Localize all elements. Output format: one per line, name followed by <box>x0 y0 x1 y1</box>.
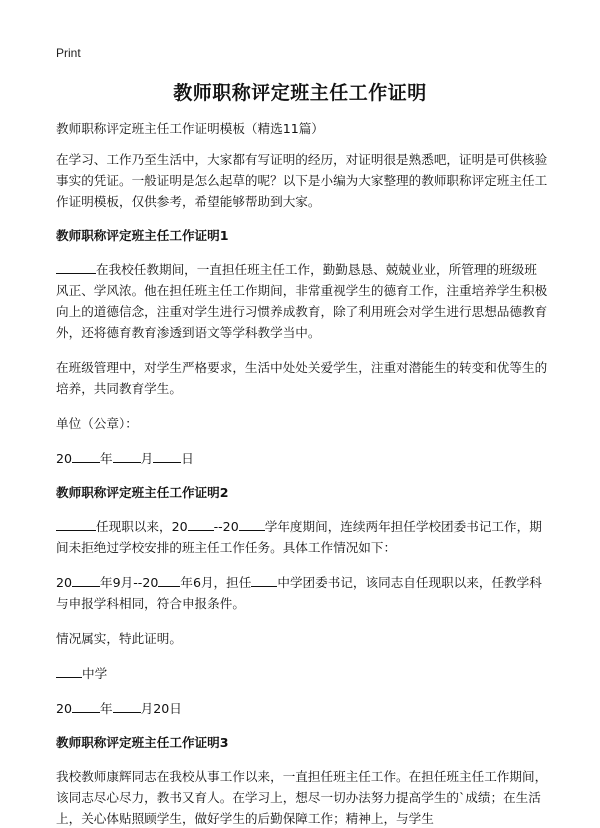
blank-month-line <box>113 698 141 713</box>
blank-name-line <box>56 516 96 531</box>
date-month-day: 月20日 <box>140 701 182 716</box>
section-heading-3: 教师职称评定班主任工作证明3 <box>56 735 229 750</box>
blank-month-line <box>113 448 141 463</box>
section-2-p1-c: 学年度期间，连续两年担任学校团委书记工作，期间未拒绝过学校安排的班主任工作任务。具体工作情况如下： <box>56 519 542 555</box>
section-2-paragraph-2 <box>56 572 548 614</box>
blank-year-line <box>158 572 180 587</box>
blank-year-line <box>72 448 100 463</box>
section-2-p2-a: 20 <box>56 575 73 590</box>
blank-year-line <box>239 516 265 531</box>
section-1-paragraph-1-text: 在我校任教期间，一直担任班主任工作，勤勤恳恳、兢兢业业，所管理的班级班风正、学风浓。他在担任班主任工作期间，非常重视学生的德育工作，注重培养学生积极向上的道德信念，注重对学生进行习惯养成教育，除了利用班会对学生进行思想品德教育外，还将德育教育渗透到语文等学科教学当中。 <box>56 262 548 340</box>
page-title: 教师职称评定班主任工作证明 <box>173 82 427 104</box>
print-link[interactable]: Print <box>56 46 81 60</box>
blank-year-line <box>72 698 100 713</box>
blank-school-line <box>251 572 277 587</box>
blank-year-line <box>188 516 214 531</box>
section-2-paragraph-1 <box>56 516 548 558</box>
date-prefix: 20 <box>56 701 73 716</box>
section-2-school-line <box>56 663 548 684</box>
date-year-char: 年 <box>100 451 113 466</box>
blank-year-line <box>72 572 100 587</box>
section-2-p2-b: 年9月--20 <box>100 575 159 590</box>
section-2-p2-d: 中学团委书记，该同志自任现职以来，任教学科与申报学科相同，符合申报条件。 <box>56 575 542 611</box>
blank-school-line <box>56 663 82 678</box>
blank-day-line <box>153 448 181 463</box>
section-1-paragraph-2: 在班级管理中，对学生严格要求，生活中处处关爱学生，注重对潜能生的转变和优等生的培养，共同教育学生。 <box>56 360 548 396</box>
section-1-date-line <box>56 448 548 469</box>
section-heading-1: 教师职称评定班主任工作证明1 <box>56 228 229 243</box>
section-1-unit-label: 单位（公章）： <box>56 416 138 431</box>
date-prefix: 20 <box>56 451 73 466</box>
date-year-char: 年 <box>100 701 113 716</box>
intro-paragraph: 在学习、工作乃至生活中，大家都有写证明的经历，对证明很是熟悉吧，证明是可供核验事实的凭证。一般证明是怎么起草的呢？以下是小编为大家整理的教师职称评定班主任工作证明模板，仅供参考，希望能够帮助到大家。 <box>56 152 548 209</box>
section-2-p1-b: --20 <box>213 519 239 534</box>
blank-name-line <box>56 259 96 274</box>
date-month-char: 月 <box>140 451 154 466</box>
section-2-date-line <box>56 698 548 719</box>
section-3-paragraph-1: 我校教师康辉同志在我校从事工作以来，一直担任班主任工作。在担任班主任工作期间，该同志尽心尽力，教书又育人。在学习上，想尽一切办法努力提高学生的`成绩；在生活上，关心体贴照顾学生，做好学生的后勤保障工作；精神上，与学生 <box>56 769 548 826</box>
section-2-paragraph-3: 情况属实，特此证明。 <box>56 631 182 646</box>
section-heading-2: 教师职称评定班主任工作证明2 <box>56 485 229 500</box>
school-suffix: 中学 <box>82 666 108 681</box>
section-2-p1-a: 任现职以来，20 <box>96 519 188 534</box>
document-body <box>56 118 548 828</box>
section-1-paragraph-1 <box>56 259 548 343</box>
date-day-char: 日 <box>181 451 194 466</box>
document-subtitle: 教师职称评定班主任工作证明模板（精选11篇） <box>56 121 324 136</box>
section-2-p2-c: 年6月，担任 <box>180 575 252 590</box>
